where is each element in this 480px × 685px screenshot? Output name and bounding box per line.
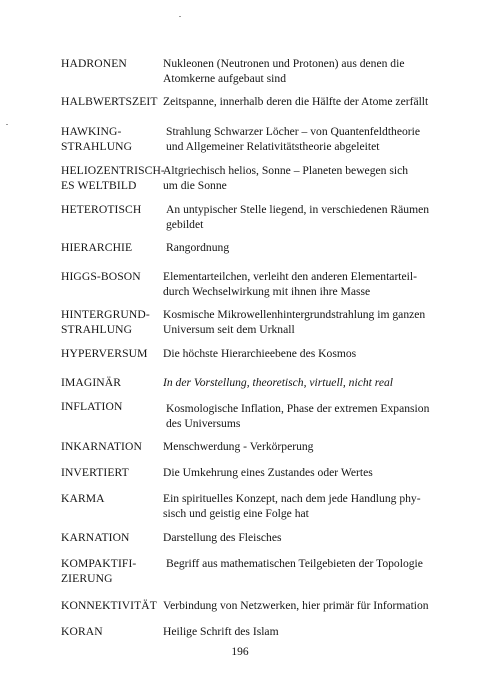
glossary-term: KARMA bbox=[61, 492, 105, 505]
glossary-term: HELIOZENTRISCH- ES WELTBILD bbox=[61, 164, 165, 192]
glossary-term: HALBWERTSZEIT bbox=[61, 95, 158, 108]
glossary-term: INKARNATION bbox=[61, 440, 142, 453]
glossary-definition: Begriff aus mathematischen Teilgebieten der Topologie bbox=[166, 557, 423, 570]
glossary-term: HETEROTISCH bbox=[61, 203, 142, 216]
glossary-term: KARNATION bbox=[61, 531, 130, 544]
scan-speck bbox=[6, 124, 8, 125]
glossary-definition: Verbindung von Netzwerken, hier primär für Information bbox=[163, 599, 429, 612]
page-number: 196 bbox=[231, 646, 249, 658]
glossary-term: HIERARCHIE bbox=[61, 241, 133, 254]
glossary-term: INVERTIERT bbox=[61, 466, 129, 479]
glossary-term: HAWKING- STRAHLUNG bbox=[61, 125, 133, 153]
glossary-definition: Zeitspanne, innerhalb deren die Hälfte der Atome zerfällt bbox=[163, 95, 429, 108]
glossary-definition: In der Vorstellung, theoretisch, virtuell, nicht real bbox=[163, 376, 394, 389]
glossary-term: KORAN bbox=[61, 625, 103, 638]
glossary-term: HIGGS-BOSON bbox=[61, 270, 141, 283]
glossary-definition: Kosmologische Inflation, Phase der extremen Expansion des Universums bbox=[166, 402, 430, 430]
glossary-definition: Darstellung des Fleisches bbox=[163, 531, 282, 544]
glossary-definition: Ein spirituelles Konzept, nach dem jede Handlung phy- sisch und geistig eine Folge hat bbox=[163, 492, 421, 520]
glossary-definition: Kosmische Mikrowellenhintergrundstrahlung im ganzen Universum seit dem Urknall bbox=[163, 308, 426, 336]
glossary-term: HYPERVERSUM bbox=[61, 347, 148, 360]
glossary-definition: Strahlung Schwarzer Löcher – von Quantenfeldtheorie und Allgemeiner Relativitätstheorie abgeleitet bbox=[166, 125, 421, 153]
glossary-definition: Heilige Schrift des Islam bbox=[163, 625, 279, 638]
glossary-term: HADRONEN bbox=[61, 57, 127, 70]
glossary-definition: An untypischer Stelle liegend, in verschiedenen Räumen gebildet bbox=[166, 203, 430, 231]
glossary-definition: Die Umkehrung eines Zustandes oder Wertes bbox=[163, 466, 373, 479]
glossary-term: HINTERGRUND- STRAHLUNG bbox=[61, 308, 150, 336]
glossary-definition: Nukleonen (Neutronen und Protonen) aus denen die Atomkerne aufgebaut sind bbox=[163, 57, 405, 85]
glossary-definition: Elementarteilchen, verleiht den anderen Elementarteil- durch Wechselwirkung mit ihnen ihre Masse bbox=[163, 270, 417, 298]
glossary-definition: Rangordnung bbox=[166, 241, 230, 254]
glossary-definition: Altgriechisch helios, Sonne – Planeten bewegen sich um die Sonne bbox=[163, 164, 409, 192]
glossary-term: INFLATION bbox=[61, 400, 123, 413]
glossary-definition: Menschwerdung - Verkörperung bbox=[163, 440, 314, 453]
scan-speck bbox=[179, 16, 181, 17]
glossary-term: KONNEKTIVITÄT bbox=[61, 599, 157, 612]
glossary-term: IMAGINÄR bbox=[61, 376, 122, 389]
glossary-term: KOMPAKTIFI- ZIERUNG bbox=[61, 557, 137, 585]
glossary-definition: Die höchste Hierarchieebene des Kosmos bbox=[163, 347, 357, 360]
